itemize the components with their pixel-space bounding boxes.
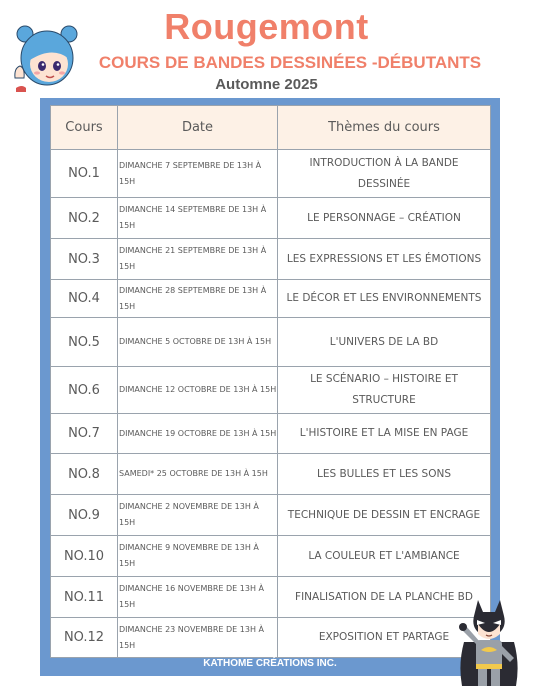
course-theme: INTRODUCTION À LA BANDE DESSINÉE xyxy=(278,150,491,198)
course-number: NO.6 xyxy=(51,367,118,414)
course-date: SAMEDI* 25 OCTOBRE DE 13H À 15H xyxy=(118,454,278,495)
course-date: DIMANCHE 14 SEPTEMBRE DE 13H À 15H xyxy=(118,198,278,239)
course-theme: LES BULLES ET LES SONS xyxy=(278,454,491,495)
course-date: DIMANCHE 23 NOVEMBRE DE 13H À 15H xyxy=(118,618,278,658)
course-date: DIMANCHE 19 OCTOBRE DE 13H À 15H xyxy=(118,414,278,454)
course-theme: L'UNIVERS DE LA BD xyxy=(278,318,491,367)
course-theme: L'HISTOIRE ET LA MISE EN PAGE xyxy=(278,414,491,454)
course-theme: LES EXPRESSIONS ET LES ÉMOTIONS xyxy=(278,239,491,280)
table-row xyxy=(51,454,491,495)
column-header-cours: Cours xyxy=(51,106,118,150)
bat-hero-mascot-icon xyxy=(456,594,522,688)
table-row xyxy=(51,367,491,414)
course-date: DIMANCHE 21 SEPTEMBRE DE 13H À 15H xyxy=(118,239,278,280)
table-row xyxy=(51,536,491,577)
course-date: DIMANCHE 16 NOVEMBRE DE 13H À 15H xyxy=(118,577,278,618)
course-number: NO.4 xyxy=(51,280,118,318)
course-number: NO.7 xyxy=(51,414,118,454)
course-theme: LE PERSONNAGE – CRÉATION xyxy=(278,198,491,239)
course-theme: LA COULEUR ET L'AMBIANCE xyxy=(278,536,491,577)
course-theme: FINALISATION DE LA PLANCHE BD xyxy=(278,577,491,618)
course-number: NO.8 xyxy=(51,454,118,495)
footer-credit: KATHOME CRÉATIONS INC. xyxy=(203,658,337,669)
table-row xyxy=(51,280,491,318)
course-date: DIMANCHE 12 OCTOBRE DE 13H À 15H xyxy=(118,367,278,414)
season-label: Automne 2025 xyxy=(215,76,318,93)
course-number: NO.11 xyxy=(51,577,118,618)
table-row xyxy=(51,239,491,280)
table-row xyxy=(51,318,491,367)
course-date: DIMANCHE 5 OCTOBRE DE 13H À 15H xyxy=(118,318,278,367)
course-theme: TECHNIQUE DE DESSIN ET ENCRAGE xyxy=(278,495,491,536)
table-row xyxy=(51,198,491,239)
course-theme: LE SCÉNARIO – HISTOIRE ET STRUCTURE xyxy=(278,367,491,414)
course-date: DIMANCHE 28 SEPTEMBRE DE 13H À 15H xyxy=(118,280,278,318)
column-header-themes: Thèmes du cours xyxy=(278,106,491,150)
course-number: NO.9 xyxy=(51,495,118,536)
course-date: DIMANCHE 7 SEPTEMBRE DE 13H À 15H xyxy=(118,150,278,198)
page-subtitle: COURS DE BANDES DESSINÉES -DÉBUTANTS xyxy=(98,53,482,72)
course-number: NO.10 xyxy=(51,536,118,577)
course-number: NO.12 xyxy=(51,618,118,658)
table-row xyxy=(51,495,491,536)
course-number: NO.2 xyxy=(51,198,118,239)
course-schedule-table xyxy=(50,105,491,658)
table-row xyxy=(51,618,491,658)
course-theme: LE DÉCOR ET LES ENVIRONNEMENTS xyxy=(278,280,491,318)
table-row xyxy=(51,150,491,198)
table-header-row xyxy=(51,106,491,150)
course-date: DIMANCHE 2 NOVEMBRE DE 13H À 15H xyxy=(118,495,278,536)
table-row xyxy=(51,414,491,454)
course-number: NO.5 xyxy=(51,318,118,367)
table-row xyxy=(51,577,491,618)
course-number: NO.3 xyxy=(51,239,118,280)
course-date: DIMANCHE 9 NOVEMBRE DE 13H À 15H xyxy=(118,536,278,577)
course-theme: EXPOSITION ET PARTAGE xyxy=(278,618,491,658)
page-title: Rougemont xyxy=(164,6,369,47)
course-number: NO.1 xyxy=(51,150,118,198)
column-header-date: Date xyxy=(118,106,278,150)
